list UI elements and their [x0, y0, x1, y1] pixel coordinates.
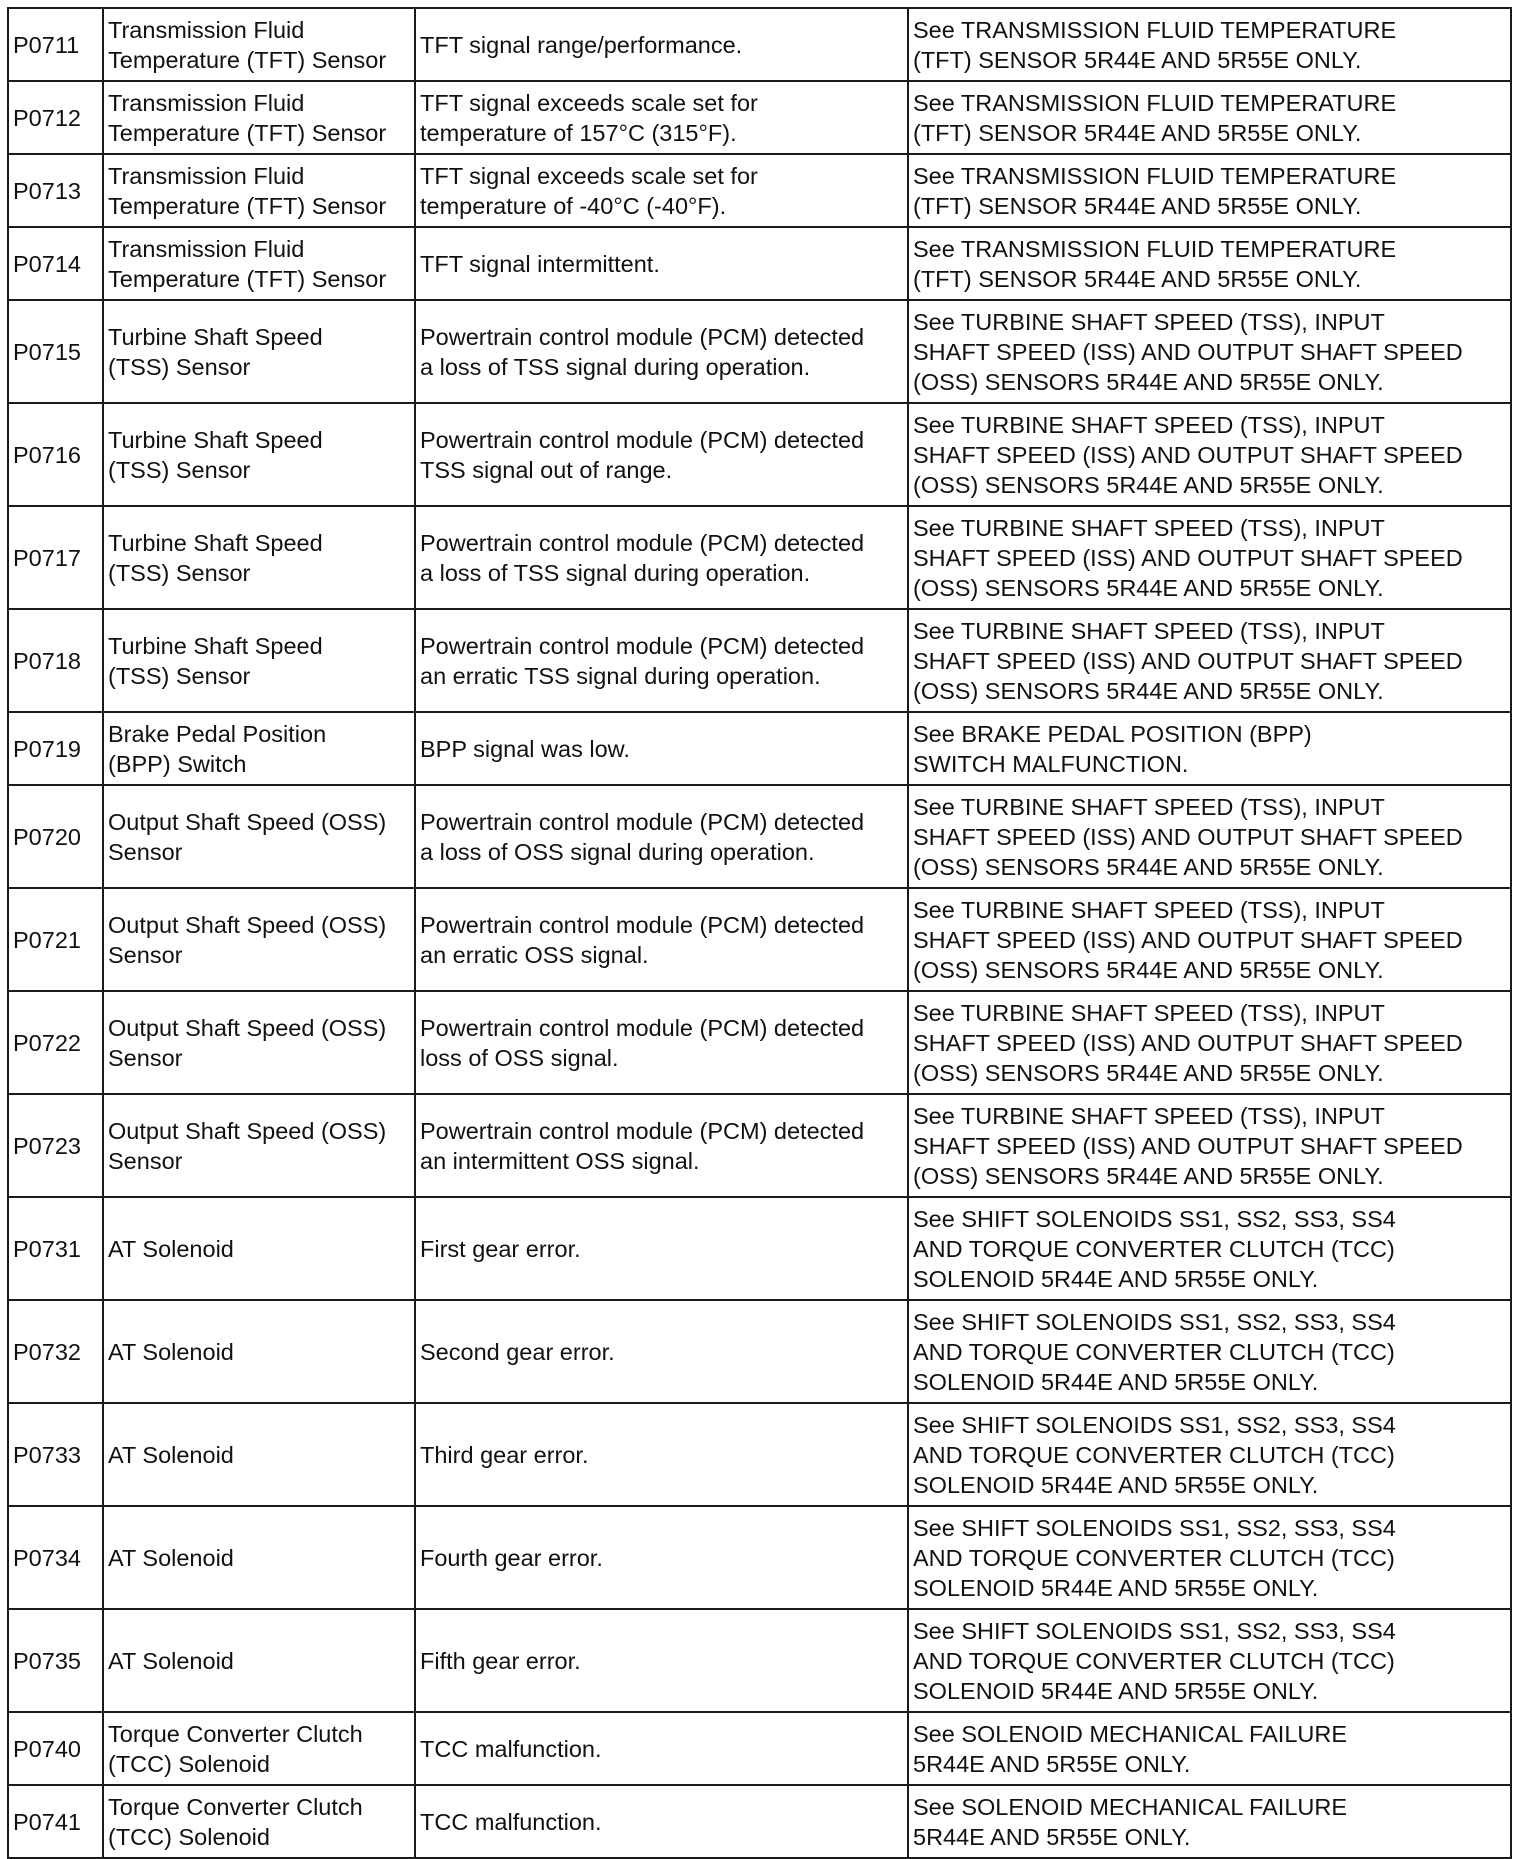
condition-cell: [415, 403, 908, 506]
action-line: See SHIFT SOLENOIDS SS1, SS2, SS3, SS4: [913, 1205, 1396, 1232]
component-line: AT Solenoid: [108, 1544, 234, 1571]
table-row: [8, 1506, 1511, 1609]
table-row: [8, 8, 1511, 81]
dtc-code-cell: P0741: [8, 1785, 103, 1858]
component-line: Turbine Shaft Speed: [108, 426, 323, 453]
action-line: See SHIFT SOLENOIDS SS1, SS2, SS3, SS4: [913, 1514, 1396, 1541]
action-cell: [908, 1609, 1511, 1712]
condition-cell: [415, 1506, 908, 1609]
action-line: See TRANSMISSION FLUID TEMPERATURE: [913, 162, 1397, 189]
action-line: See TURBINE SHAFT SPEED (TSS), INPUT: [913, 1102, 1385, 1129]
condition-line: Powertrain control module (PCM) detected: [420, 808, 865, 835]
action-line: See TURBINE SHAFT SPEED (TSS), INPUT: [913, 999, 1385, 1026]
action-line: See TRANSMISSION FLUID TEMPERATURE: [913, 235, 1397, 262]
component-line: Output Shaft Speed (OSS): [108, 1014, 387, 1041]
condition-cell: [415, 785, 908, 888]
dtc-code-cell: P0734: [8, 1506, 103, 1609]
dtc-code-cell: P0720: [8, 785, 103, 888]
dtc-code-cell: P0731: [8, 1197, 103, 1300]
action-cell: [908, 227, 1511, 300]
action-cell: [908, 154, 1511, 227]
action-line: SHAFT SPEED (ISS) AND OUTPUT SHAFT SPEED: [913, 823, 1463, 850]
dtc-code-cell: P0714: [8, 227, 103, 300]
condition-line: a loss of OSS signal during operation.: [420, 838, 815, 865]
dtc-code-cell: P0723: [8, 1094, 103, 1197]
component-line: Torque Converter Clutch: [108, 1793, 363, 1820]
dtc-code-cell: P0717: [8, 506, 103, 609]
component-cell: [103, 609, 415, 712]
action-line: (OSS) SENSORS 5R44E AND 5R55E ONLY.: [913, 574, 1384, 601]
component-line: Turbine Shaft Speed: [108, 529, 323, 556]
component-line: (BPP) Switch: [108, 750, 247, 777]
condition-cell: [415, 609, 908, 712]
dtc-code-cell: P0713: [8, 154, 103, 227]
condition-cell: [415, 1094, 908, 1197]
condition-cell: [415, 1712, 908, 1785]
action-line: SHAFT SPEED (ISS) AND OUTPUT SHAFT SPEED: [913, 441, 1463, 468]
action-line: SOLENOID 5R44E AND 5R55E ONLY.: [913, 1574, 1319, 1601]
table-row: [8, 1785, 1511, 1858]
action-line: (TFT) SENSOR 5R44E AND 5R55E ONLY.: [913, 119, 1362, 146]
action-cell: [908, 1094, 1511, 1197]
component-cell: [103, 1197, 415, 1300]
action-cell: [908, 8, 1511, 81]
dtc-table-body: [8, 8, 1511, 1858]
table-row: [8, 609, 1511, 712]
condition-line: Fourth gear error.: [420, 1544, 603, 1571]
action-line: SHAFT SPEED (ISS) AND OUTPUT SHAFT SPEED: [913, 1132, 1463, 1159]
component-line: AT Solenoid: [108, 1338, 234, 1365]
condition-line: Powertrain control module (PCM) detected: [420, 529, 865, 556]
action-cell: [908, 712, 1511, 785]
action-cell: [908, 403, 1511, 506]
condition-cell: [415, 1300, 908, 1403]
condition-line: Second gear error.: [420, 1338, 615, 1365]
action-cell: [908, 1785, 1511, 1858]
action-line: (OSS) SENSORS 5R44E AND 5R55E ONLY.: [913, 956, 1384, 983]
action-cell: [908, 300, 1511, 403]
action-line: See BRAKE PEDAL POSITION (BPP): [913, 720, 1312, 747]
action-line: SOLENOID 5R44E AND 5R55E ONLY.: [913, 1471, 1319, 1498]
condition-cell: [415, 300, 908, 403]
component-line: Transmission Fluid: [108, 235, 305, 262]
action-cell: [908, 785, 1511, 888]
component-cell: [103, 300, 415, 403]
action-line: SHAFT SPEED (ISS) AND OUTPUT SHAFT SPEED: [913, 544, 1463, 571]
condition-line: an erratic OSS signal.: [420, 941, 649, 968]
condition-line: TCC malfunction.: [420, 1735, 602, 1762]
action-line: SHAFT SPEED (ISS) AND OUTPUT SHAFT SPEED: [913, 926, 1463, 953]
dtc-code-cell: P0733: [8, 1403, 103, 1506]
component-line: Brake Pedal Position: [108, 720, 327, 747]
action-line: (TFT) SENSOR 5R44E AND 5R55E ONLY.: [913, 192, 1362, 219]
component-line: Turbine Shaft Speed: [108, 323, 323, 350]
component-cell: [103, 785, 415, 888]
action-line: (OSS) SENSORS 5R44E AND 5R55E ONLY.: [913, 1162, 1384, 1189]
action-cell: [908, 888, 1511, 991]
action-line: AND TORQUE CONVERTER CLUTCH (TCC): [913, 1544, 1395, 1571]
component-cell: [103, 712, 415, 785]
component-line: Temperature (TFT) Sensor: [108, 192, 387, 219]
action-line: (TFT) SENSOR 5R44E AND 5R55E ONLY.: [913, 46, 1362, 73]
action-line: See SOLENOID MECHANICAL FAILURE: [913, 1720, 1348, 1747]
component-line: Turbine Shaft Speed: [108, 632, 323, 659]
action-line: (OSS) SENSORS 5R44E AND 5R55E ONLY.: [913, 677, 1384, 704]
action-cell: [908, 1712, 1511, 1785]
component-line: Temperature (TFT) Sensor: [108, 119, 387, 146]
component-line: Torque Converter Clutch: [108, 1720, 363, 1747]
action-line: 5R44E AND 5R55E ONLY.: [913, 1823, 1191, 1850]
table-row: [8, 888, 1511, 991]
action-cell: [908, 609, 1511, 712]
component-cell: [103, 8, 415, 81]
condition-line: TFT signal exceeds scale set for: [420, 162, 758, 189]
table-row: [8, 227, 1511, 300]
action-line: SWITCH MALFUNCTION.: [913, 750, 1189, 777]
component-line: (TCC) Solenoid: [108, 1750, 270, 1777]
action-line: See TRANSMISSION FLUID TEMPERATURE: [913, 16, 1397, 43]
component-cell: [103, 1712, 415, 1785]
action-line: SOLENOID 5R44E AND 5R55E ONLY.: [913, 1677, 1319, 1704]
component-line: Transmission Fluid: [108, 162, 305, 189]
condition-line: TFT signal intermittent.: [420, 250, 660, 277]
action-line: See TURBINE SHAFT SPEED (TSS), INPUT: [913, 793, 1385, 820]
condition-cell: [415, 8, 908, 81]
dtc-code-cell: P0721: [8, 888, 103, 991]
component-cell: [103, 81, 415, 154]
component-cell: [103, 1785, 415, 1858]
condition-line: Third gear error.: [420, 1441, 589, 1468]
table-row: [8, 403, 1511, 506]
condition-line: a loss of TSS signal during operation.: [420, 353, 811, 380]
action-line: See TURBINE SHAFT SPEED (TSS), INPUT: [913, 896, 1385, 923]
condition-cell: [415, 1403, 908, 1506]
action-line: AND TORQUE CONVERTER CLUTCH (TCC): [913, 1338, 1395, 1365]
action-cell: [908, 1506, 1511, 1609]
condition-line: Fifth gear error.: [420, 1647, 581, 1674]
condition-cell: [415, 81, 908, 154]
condition-line: TFT signal exceeds scale set for: [420, 89, 758, 116]
action-line: See TURBINE SHAFT SPEED (TSS), INPUT: [913, 514, 1385, 541]
component-line: (TSS) Sensor: [108, 662, 251, 689]
table-row: [8, 712, 1511, 785]
component-cell: [103, 154, 415, 227]
action-cell: [908, 991, 1511, 1094]
component-line: Sensor: [108, 838, 183, 865]
component-line: Sensor: [108, 1044, 183, 1071]
action-line: 5R44E AND 5R55E ONLY.: [913, 1750, 1191, 1777]
condition-line: temperature of -40°C (-40°F).: [420, 192, 727, 219]
table-row: [8, 1403, 1511, 1506]
condition-line: Powertrain control module (PCM) detected: [420, 911, 865, 938]
table-row: [8, 785, 1511, 888]
component-line: Sensor: [108, 1147, 183, 1174]
component-line: Temperature (TFT) Sensor: [108, 46, 387, 73]
action-line: (OSS) SENSORS 5R44E AND 5R55E ONLY.: [913, 368, 1384, 395]
dtc-code-cell: P0715: [8, 300, 103, 403]
action-line: See SHIFT SOLENOIDS SS1, SS2, SS3, SS4: [913, 1617, 1396, 1644]
component-line: AT Solenoid: [108, 1441, 234, 1468]
action-cell: [908, 1403, 1511, 1506]
action-line: SOLENOID 5R44E AND 5R55E ONLY.: [913, 1368, 1319, 1395]
component-line: (TSS) Sensor: [108, 559, 251, 586]
component-cell: [103, 991, 415, 1094]
condition-line: loss of OSS signal.: [420, 1044, 619, 1071]
action-line: (OSS) SENSORS 5R44E AND 5R55E ONLY.: [913, 471, 1384, 498]
component-cell: [103, 403, 415, 506]
action-cell: [908, 506, 1511, 609]
table-row: [8, 1712, 1511, 1785]
condition-line: First gear error.: [420, 1235, 581, 1262]
action-line: SHAFT SPEED (ISS) AND OUTPUT SHAFT SPEED: [913, 338, 1463, 365]
action-line: (TFT) SENSOR 5R44E AND 5R55E ONLY.: [913, 265, 1362, 292]
component-line: Output Shaft Speed (OSS): [108, 911, 387, 938]
component-line: Sensor: [108, 941, 183, 968]
component-line: (TCC) Solenoid: [108, 1823, 270, 1850]
condition-cell: [415, 1609, 908, 1712]
dtc-code-cell: P0722: [8, 991, 103, 1094]
action-line: SOLENOID 5R44E AND 5R55E ONLY.: [913, 1265, 1319, 1292]
condition-line: an erratic TSS signal during operation.: [420, 662, 821, 689]
component-cell: [103, 1300, 415, 1403]
dtc-code-cell: P0719: [8, 712, 103, 785]
condition-cell: [415, 1197, 908, 1300]
condition-line: a loss of TSS signal during operation.: [420, 559, 811, 586]
action-line: See TURBINE SHAFT SPEED (TSS), INPUT: [913, 617, 1385, 644]
condition-line: TFT signal range/performance.: [420, 31, 743, 58]
action-cell: [908, 81, 1511, 154]
condition-line: temperature of 157°C (315°F).: [420, 119, 737, 146]
table-row: [8, 300, 1511, 403]
component-cell: [103, 888, 415, 991]
component-cell: [103, 227, 415, 300]
component-line: Output Shaft Speed (OSS): [108, 1117, 387, 1144]
component-cell: [103, 1506, 415, 1609]
component-cell: [103, 1403, 415, 1506]
component-line: (TSS) Sensor: [108, 353, 251, 380]
action-line: (OSS) SENSORS 5R44E AND 5R55E ONLY.: [913, 1059, 1384, 1086]
dtc-code-cell: P0740: [8, 1712, 103, 1785]
dtc-code-cell: P0735: [8, 1609, 103, 1712]
action-line: See SHIFT SOLENOIDS SS1, SS2, SS3, SS4: [913, 1411, 1396, 1438]
action-line: SHAFT SPEED (ISS) AND OUTPUT SHAFT SPEED: [913, 647, 1463, 674]
table-row: [8, 1094, 1511, 1197]
dtc-code-cell: P0711: [8, 8, 103, 81]
condition-cell: [415, 712, 908, 785]
component-line: Transmission Fluid: [108, 89, 305, 116]
dtc-code-cell: P0718: [8, 609, 103, 712]
action-line: AND TORQUE CONVERTER CLUTCH (TCC): [913, 1441, 1395, 1468]
table-row: [8, 991, 1511, 1094]
component-cell: [103, 506, 415, 609]
condition-cell: [415, 506, 908, 609]
condition-line: Powertrain control module (PCM) detected: [420, 632, 865, 659]
table-row: [8, 1300, 1511, 1403]
action-line: See TURBINE SHAFT SPEED (TSS), INPUT: [913, 308, 1385, 335]
component-line: AT Solenoid: [108, 1647, 234, 1674]
component-line: (TSS) Sensor: [108, 456, 251, 483]
condition-line: Powertrain control module (PCM) detected: [420, 1117, 865, 1144]
component-line: AT Solenoid: [108, 1235, 234, 1262]
condition-cell: [415, 154, 908, 227]
action-line: AND TORQUE CONVERTER CLUTCH (TCC): [913, 1235, 1395, 1262]
action-line: SHAFT SPEED (ISS) AND OUTPUT SHAFT SPEED: [913, 1029, 1463, 1056]
condition-line: an intermittent OSS signal.: [420, 1147, 700, 1174]
condition-cell: [415, 1785, 908, 1858]
action-line: See TRANSMISSION FLUID TEMPERATURE: [913, 89, 1397, 116]
action-line: See TURBINE SHAFT SPEED (TSS), INPUT: [913, 411, 1385, 438]
dtc-code-cell: P0732: [8, 1300, 103, 1403]
table-row: [8, 154, 1511, 227]
table-row: [8, 1609, 1511, 1712]
component-cell: [103, 1094, 415, 1197]
action-cell: [908, 1300, 1511, 1403]
component-line: Temperature (TFT) Sensor: [108, 265, 387, 292]
condition-cell: [415, 991, 908, 1094]
action-cell: [908, 1197, 1511, 1300]
component-cell: [103, 1609, 415, 1712]
condition-line: Powertrain control module (PCM) detected: [420, 1014, 865, 1041]
dtc-table: [7, 7, 1512, 1859]
component-line: Transmission Fluid: [108, 16, 305, 43]
table-row: [8, 81, 1511, 154]
action-line: AND TORQUE CONVERTER CLUTCH (TCC): [913, 1647, 1395, 1674]
condition-line: BPP signal was low.: [420, 735, 630, 762]
action-line: See SOLENOID MECHANICAL FAILURE: [913, 1793, 1348, 1820]
condition-line: TSS signal out of range.: [420, 456, 673, 483]
dtc-code-cell: P0712: [8, 81, 103, 154]
condition-cell: [415, 227, 908, 300]
action-line: See SHIFT SOLENOIDS SS1, SS2, SS3, SS4: [913, 1308, 1396, 1335]
condition-line: Powertrain control module (PCM) detected: [420, 426, 865, 453]
condition-line: Powertrain control module (PCM) detected: [420, 323, 865, 350]
condition-line: TCC malfunction.: [420, 1808, 602, 1835]
table-row: [8, 1197, 1511, 1300]
dtc-code-cell: P0716: [8, 403, 103, 506]
component-line: Output Shaft Speed (OSS): [108, 808, 387, 835]
condition-cell: [415, 888, 908, 991]
table-row: [8, 506, 1511, 609]
action-line: (OSS) SENSORS 5R44E AND 5R55E ONLY.: [913, 853, 1384, 880]
